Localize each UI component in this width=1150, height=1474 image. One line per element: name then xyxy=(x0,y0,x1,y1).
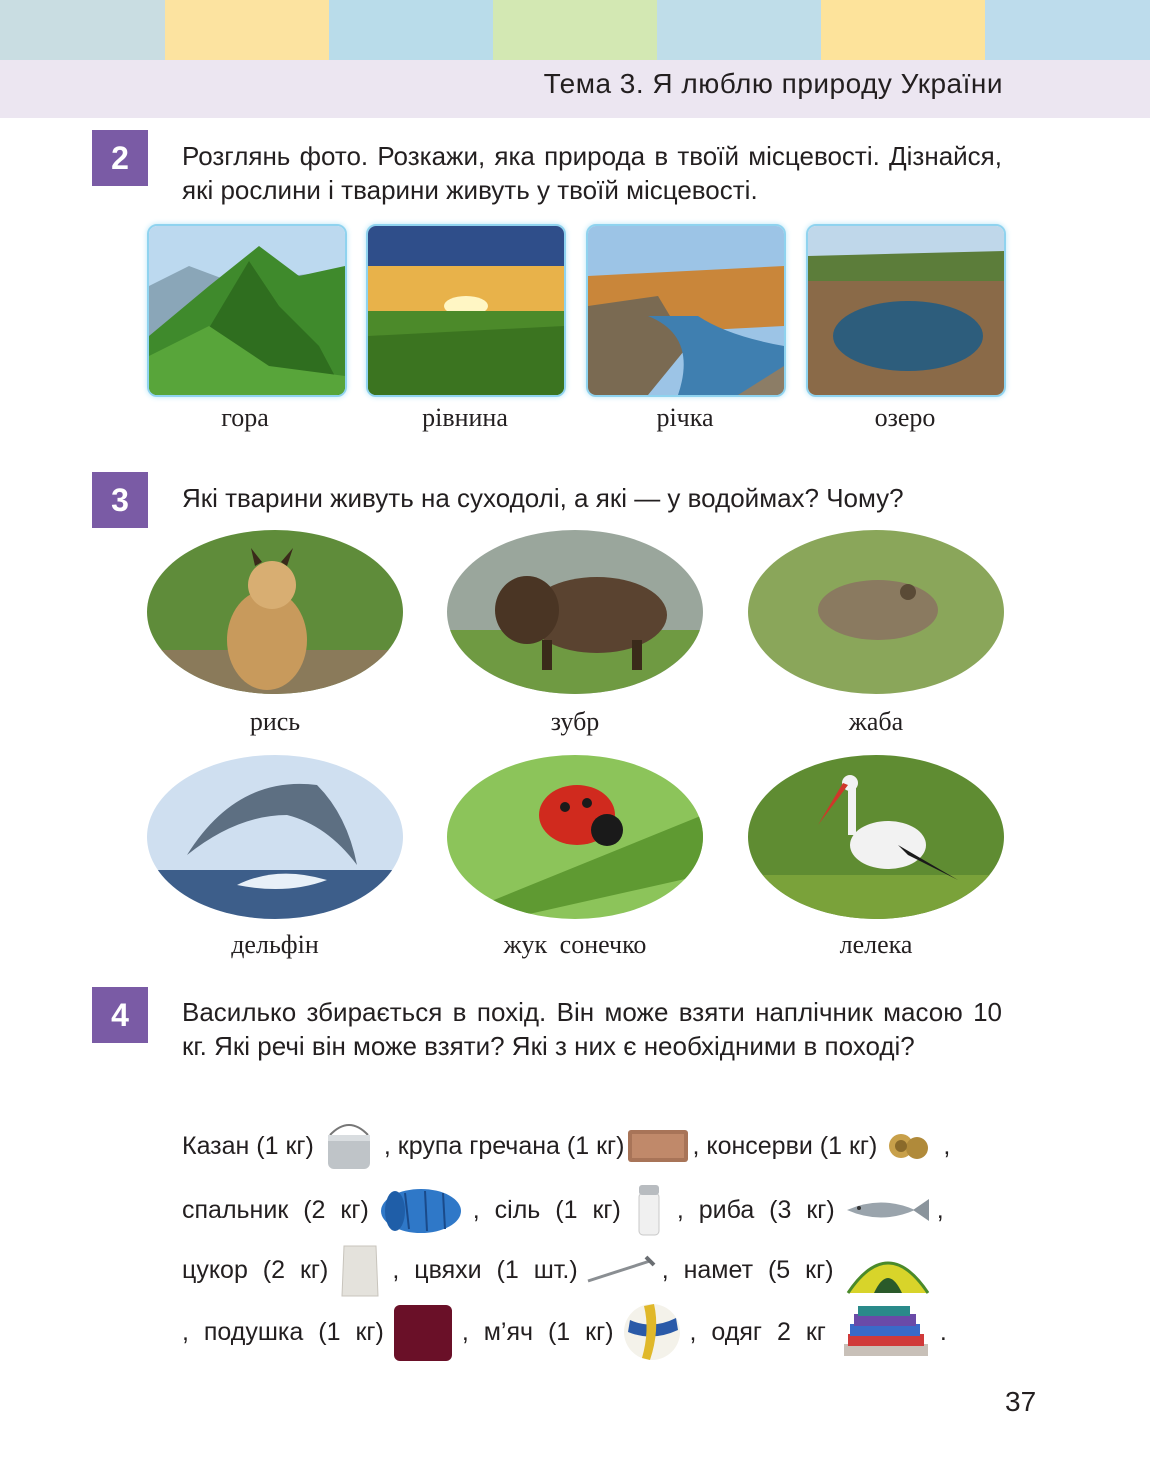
ladybug-photo xyxy=(447,755,703,919)
stripe xyxy=(493,0,657,60)
task-number-badge: 4 xyxy=(92,987,148,1043)
plain-photo xyxy=(366,224,566,397)
item-odiah: , одяг 2 кг xyxy=(689,1317,826,1346)
lake-photo xyxy=(806,224,1006,397)
frog-photo xyxy=(748,530,1004,694)
buckwheat-icon xyxy=(626,1124,690,1168)
nail-icon xyxy=(584,1255,656,1285)
river-photo xyxy=(586,224,786,397)
task-number-badge: 3 xyxy=(92,472,148,528)
item-namet: , намет (5 кг) xyxy=(661,1255,834,1284)
clothes-pile-icon xyxy=(836,1304,936,1360)
item-konservy: , консерви (1 кг) xyxy=(692,1131,878,1160)
stork-photo xyxy=(748,755,1004,919)
canned-food-icon xyxy=(885,1126,935,1166)
animal-caption: рись xyxy=(249,707,301,736)
period: . xyxy=(939,1317,947,1346)
animal-caption: зубр xyxy=(550,707,600,736)
pillow-icon xyxy=(390,1299,456,1365)
bison-photo xyxy=(447,530,703,694)
item-sil: , сіль (1 кг) xyxy=(472,1195,621,1224)
task-4-text: Василько збирається в похід. Він може взяти наплічник масою 10 кг. Які речі він може взяти? Які з них є необхідними в поході? xyxy=(182,997,1002,1061)
tent-icon xyxy=(844,1243,932,1297)
stripe xyxy=(329,0,493,60)
animal-caption: лелека xyxy=(839,930,913,959)
stripe xyxy=(165,0,329,60)
stripe xyxy=(821,0,985,60)
animal-caption: жук сонечко xyxy=(503,930,647,959)
photo-caption: рівнина xyxy=(422,403,508,432)
comma: , xyxy=(943,1131,951,1160)
sleeping-bag-icon xyxy=(375,1179,467,1241)
dolphin-photo xyxy=(147,755,403,919)
comma: , xyxy=(936,1195,944,1224)
item-kazan: Казан (1 кг) xyxy=(182,1131,314,1160)
animal-caption: дельфін xyxy=(231,930,319,959)
stripe xyxy=(0,0,165,60)
pot-icon xyxy=(318,1115,380,1177)
photo-caption: гора xyxy=(221,403,269,432)
animal-caption: жаба xyxy=(848,707,904,736)
header-color-stripes xyxy=(0,0,1150,60)
item-tsukor: цукор (2 кг) xyxy=(182,1255,329,1284)
items-line xyxy=(182,1302,1002,1362)
task-2-text: Розглянь фото. Розкажи, яка природа в твоїй місцевості. Дізнайся, які рослини і тварини живуть у твоїй місцевості. xyxy=(182,141,1002,205)
items-line xyxy=(182,1180,1002,1240)
ball-icon xyxy=(620,1300,684,1364)
item-podushka: , подушка (1 кг) xyxy=(182,1317,384,1346)
task-3-text: Які тварини живуть на суходолі, а які — у водоймах? Чому? xyxy=(182,483,904,513)
item-spalnyk: спальник (2 кг) xyxy=(182,1195,369,1224)
photo-caption: озеро xyxy=(874,403,936,432)
items-line xyxy=(182,1116,1002,1176)
sugar-bag-icon xyxy=(338,1240,382,1300)
page-number: 37 xyxy=(1005,1386,1037,1417)
item-krupa: , крупа гречана (1 кг) xyxy=(383,1131,625,1160)
lynx-photo xyxy=(147,530,403,694)
mountain-photo xyxy=(147,224,347,397)
photo-caption: річка xyxy=(656,403,714,432)
task-number-badge: 2 xyxy=(92,130,148,186)
salt-shaker-icon xyxy=(631,1181,667,1239)
topic-title: Тема 3. Я люблю природу України xyxy=(543,68,1003,99)
item-ryba: , риба (3 кг) xyxy=(676,1195,835,1224)
fish-icon xyxy=(841,1195,931,1225)
stripe xyxy=(985,0,1150,60)
item-tsviakhy: , цвяхи (1 шт.) xyxy=(392,1255,578,1284)
stripe xyxy=(657,0,821,60)
items-line xyxy=(182,1240,1002,1300)
item-miach: , м’яч (1 кг) xyxy=(461,1317,614,1346)
